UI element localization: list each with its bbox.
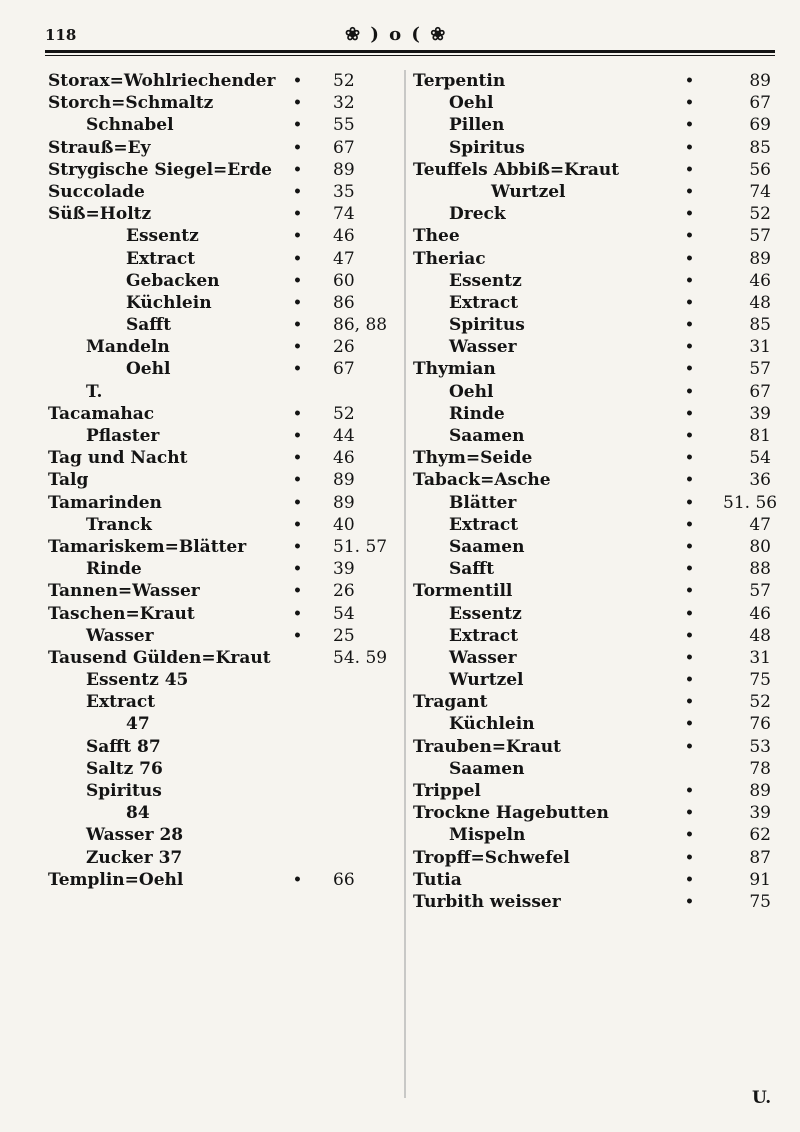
index-entry <box>413 314 771 336</box>
entry-term: Storch=Schmaltz <box>48 93 214 114</box>
page-reference: 39 <box>749 403 771 424</box>
page-reference: 57 <box>749 581 771 602</box>
leader-mark: • <box>685 805 694 822</box>
index-entry <box>413 114 771 136</box>
page-reference: 46 <box>749 270 771 291</box>
page-reference: 89 <box>749 781 771 801</box>
entry-term: Oehl <box>449 93 494 114</box>
index-entry <box>48 580 398 602</box>
entry-term: Safft 87 <box>86 736 161 757</box>
leader-mark: • <box>293 871 302 888</box>
entry-term: Tutia <box>413 869 462 890</box>
page-reference: 78 <box>749 758 771 779</box>
entry-term: Wasser <box>86 625 154 646</box>
index-entry <box>413 137 771 159</box>
entry-term: Trauben=Kraut <box>413 736 562 757</box>
page-reference: 66 <box>333 869 355 890</box>
page-reference: 80 <box>749 536 771 557</box>
entry-term: Turbith weisser <box>413 891 561 912</box>
entry-term: Trippel <box>413 781 481 801</box>
entry-term: Tausend Gülden=Kraut <box>48 647 271 668</box>
leader-mark: • <box>685 73 694 89</box>
leader-mark: • <box>685 450 694 467</box>
entry-term: Mispeln <box>449 825 526 846</box>
entry-term: Essentz 45 <box>86 670 189 691</box>
index-entry <box>48 869 398 891</box>
leader-mark: • <box>685 405 694 422</box>
index-entry <box>48 137 398 159</box>
page-reference: 51. 57 <box>333 536 388 557</box>
entry-term: Rinde <box>449 403 505 424</box>
entry-term: Tranck <box>86 514 152 535</box>
entry-term: Oehl <box>449 381 494 402</box>
page-reference: 35 <box>333 181 355 202</box>
page-reference: 85 <box>749 137 771 158</box>
page-reference: 67 <box>333 137 355 158</box>
leader-mark: • <box>685 627 694 644</box>
entry-term: Tag und Nacht <box>48 448 188 469</box>
leader-mark: • <box>293 317 302 334</box>
entry-term: Saamen <box>449 426 525 446</box>
page-reference: 74 <box>749 181 771 202</box>
page-reference: 87 <box>749 847 771 868</box>
index-entry <box>48 70 398 92</box>
entry-term: Succolade <box>48 181 145 202</box>
entry-term: Oehl <box>126 359 171 380</box>
page-reference: 53 <box>749 736 771 757</box>
entry-term: Essentz <box>449 270 522 291</box>
index-entry <box>48 181 398 203</box>
index-entry <box>48 802 398 824</box>
index-entry <box>413 381 771 403</box>
entry-term: Tragant <box>413 692 488 713</box>
entry-term: Gebacken <box>126 270 220 291</box>
index-entry <box>48 425 398 447</box>
index-entry <box>413 292 771 314</box>
index-entry <box>48 625 398 647</box>
entry-term: Pillen <box>449 115 505 136</box>
leader-mark: • <box>293 250 302 267</box>
index-entry <box>413 403 771 425</box>
entry-term: Thymian <box>413 359 496 380</box>
page-reference: 31 <box>749 337 771 358</box>
page-reference: 57 <box>749 226 771 247</box>
index-entry <box>413 225 771 247</box>
leader-mark: • <box>293 583 302 600</box>
page-reference: 44 <box>333 426 355 446</box>
page-reference: 32 <box>333 93 355 114</box>
leader-mark: • <box>685 672 694 689</box>
index-entry <box>413 248 771 270</box>
index-entry <box>413 780 771 802</box>
index-column-left <box>48 70 398 891</box>
index-entry <box>48 203 398 225</box>
page-reference: 52 <box>333 403 355 424</box>
leader-mark: • <box>685 827 694 844</box>
page-reference: 67 <box>749 93 771 114</box>
entry-term: 47 <box>126 714 150 735</box>
leader-mark: • <box>685 250 694 267</box>
entry-term: Tannen=Wasser <box>48 581 200 602</box>
entry-term: Wurtzel <box>491 181 566 202</box>
index-entry <box>48 469 398 491</box>
entry-term: Wurtzel <box>449 670 524 691</box>
leader-mark: • <box>293 117 302 134</box>
page-reference: 51. 56 <box>723 492 778 513</box>
leader-mark: • <box>293 206 302 223</box>
index-entry <box>48 492 398 514</box>
page-reference: 26 <box>333 337 355 358</box>
index-entry <box>413 647 771 669</box>
header-ornament: ❀ ) o ( ❀ <box>345 24 448 45</box>
entry-term: Theriac <box>413 248 486 269</box>
page-reference: 56 <box>749 159 771 180</box>
page-reference: 48 <box>749 292 771 313</box>
leader-mark: • <box>685 272 694 289</box>
leader-mark: • <box>685 117 694 134</box>
header-rule <box>45 50 775 53</box>
entry-term: Tamarinden <box>48 492 162 513</box>
catchword: U. <box>752 1088 772 1108</box>
index-entry <box>413 469 771 491</box>
page-reference: 88 <box>749 559 771 580</box>
index-entry <box>413 336 771 358</box>
page-reference: 52 <box>333 71 355 91</box>
entry-term: Storax=Wohlriechender <box>48 71 276 91</box>
leader-mark: • <box>293 405 302 422</box>
leader-mark: • <box>293 294 302 311</box>
entry-term: Safft <box>449 559 495 580</box>
index-entry <box>48 847 398 869</box>
index-entry <box>413 425 771 447</box>
index-entry <box>48 780 398 802</box>
index-entry <box>413 558 771 580</box>
leader-mark: • <box>293 228 302 245</box>
page-reference: 54 <box>333 603 355 624</box>
entry-term: Pflaster <box>86 426 160 446</box>
index-entry <box>48 514 398 536</box>
page-reference: 36 <box>749 470 771 491</box>
entry-term: Rinde <box>86 559 142 580</box>
index-entry <box>48 92 398 114</box>
entry-term: Saamen <box>449 758 525 779</box>
index-entry <box>413 580 771 602</box>
leader-mark: • <box>293 95 302 112</box>
leader-mark: • <box>685 428 694 444</box>
page-reference: 74 <box>333 204 355 225</box>
entry-term: Extract <box>449 514 519 535</box>
leader-mark: • <box>293 516 302 533</box>
page-reference: 60 <box>333 270 355 291</box>
leader-mark: • <box>685 139 694 156</box>
entry-term: Zucker 37 <box>86 847 183 868</box>
leader-mark: • <box>685 605 694 622</box>
entry-term: Trockne Hagebutten <box>413 803 609 824</box>
entry-term: Wasser <box>449 337 517 358</box>
index-entry <box>413 92 771 114</box>
entry-term: Essentz <box>449 603 522 624</box>
entry-term: Tropff=Schwefel <box>413 847 570 868</box>
entry-term: Terpentin <box>413 71 506 91</box>
page-reference: 67 <box>749 381 771 402</box>
leader-mark: • <box>685 161 694 178</box>
index-entry <box>48 669 398 691</box>
entry-term: Extract <box>86 692 156 713</box>
page-reference: 76 <box>749 714 771 735</box>
index-entry <box>48 647 398 669</box>
entry-term: Taschen=Kraut <box>48 603 195 624</box>
index-entry <box>48 270 398 292</box>
index-entry <box>48 824 398 846</box>
page-reference: 46 <box>333 226 355 247</box>
entry-term: Strygische Siegel=Erde <box>48 159 272 180</box>
page-reference: 39 <box>749 803 771 824</box>
entry-term: Dreck <box>449 204 506 225</box>
leader-mark: • <box>685 871 694 888</box>
leader-mark: • <box>293 561 302 578</box>
leader-mark: • <box>685 694 694 711</box>
page-reference: 89 <box>749 71 771 91</box>
entry-term: Taback=Asche <box>413 470 551 491</box>
index-entry <box>413 270 771 292</box>
entry-term: Spiritus <box>86 781 162 801</box>
index-entry <box>48 403 398 425</box>
index-entry <box>413 536 771 558</box>
leader-mark: • <box>293 538 302 555</box>
index-entry <box>413 447 771 469</box>
index-entry <box>413 492 778 514</box>
entry-term: Extract <box>126 248 196 269</box>
entry-term: Extract <box>449 625 519 646</box>
index-entry <box>48 758 398 780</box>
index-entry <box>413 514 771 536</box>
index-entry <box>413 802 771 824</box>
entry-term: Extract <box>449 292 519 313</box>
entry-term: Blätter <box>449 492 517 513</box>
page-reference: 86, 88 <box>333 315 388 336</box>
page-reference: 69 <box>749 115 771 136</box>
page-reference: 55 <box>333 115 355 136</box>
index-entry <box>48 314 398 336</box>
index-entry <box>413 758 771 780</box>
leader-mark: • <box>293 627 302 644</box>
entry-term: T. <box>86 381 103 402</box>
page-reference: 47 <box>749 514 771 535</box>
entry-term: Tacamahac <box>48 403 155 424</box>
leader-mark: • <box>685 716 694 733</box>
index-entry <box>413 181 771 203</box>
page-reference: 75 <box>749 891 771 912</box>
leader-mark: • <box>293 339 302 356</box>
index-entry <box>48 603 398 625</box>
index-entry <box>48 447 398 469</box>
leader-mark: • <box>293 161 302 178</box>
leader-mark: • <box>293 73 302 89</box>
entry-term: Essentz <box>126 226 199 247</box>
index-entry <box>48 736 398 758</box>
index-entry <box>48 358 398 380</box>
leader-mark: • <box>293 361 302 378</box>
entry-term: Strauß=Ey <box>48 137 151 158</box>
index-entry <box>48 691 398 713</box>
leader-mark: • <box>685 383 694 400</box>
index-entry <box>48 248 398 270</box>
page-reference: 54 <box>749 448 771 469</box>
column-divider <box>404 70 406 1098</box>
page-reference: 91 <box>749 869 771 890</box>
index-entry <box>413 847 771 869</box>
entry-term: Saamen <box>449 536 525 557</box>
page-reference: 52 <box>749 204 771 225</box>
leader-mark: • <box>685 583 694 600</box>
page-reference: 31 <box>749 647 771 668</box>
leader-mark: • <box>293 272 302 289</box>
page-reference: 40 <box>333 514 355 535</box>
entry-term: 84 <box>126 803 150 824</box>
leader-mark: • <box>293 494 302 511</box>
entry-term: Wasser 28 <box>86 825 184 846</box>
page-reference: 89 <box>749 248 771 269</box>
page-reference: 89 <box>333 470 355 491</box>
entry-term: Spiritus <box>449 315 525 336</box>
leader-mark: • <box>685 849 694 866</box>
page-reference: 25 <box>333 625 355 646</box>
index-column-right <box>413 70 778 913</box>
page-reference: 39 <box>333 559 355 580</box>
leader-mark: • <box>685 516 694 533</box>
leader-mark: • <box>685 95 694 112</box>
entry-term: Saltz 76 <box>86 758 163 779</box>
index-entry <box>413 625 771 647</box>
leader-mark: • <box>685 228 694 245</box>
index-entry <box>413 603 771 625</box>
entry-term: Küchlein <box>449 714 535 735</box>
page-reference: 54. 59 <box>333 647 388 668</box>
leader-mark: • <box>685 339 694 356</box>
leader-mark: • <box>685 561 694 578</box>
page-reference: 47 <box>333 248 355 269</box>
leader-mark: • <box>685 361 694 378</box>
entry-term: Mandeln <box>86 337 170 358</box>
page-reference: 57 <box>749 359 771 380</box>
index-entry <box>413 691 771 713</box>
page-reference: 85 <box>749 315 771 336</box>
leader-mark: • <box>685 738 694 755</box>
index-entry <box>413 358 771 380</box>
leader-mark: • <box>685 538 694 555</box>
index-entry <box>413 869 771 891</box>
page-number: 118 <box>45 26 77 44</box>
index-entry <box>413 736 771 758</box>
entry-term: Safft <box>126 315 172 336</box>
page-reference: 75 <box>749 670 771 691</box>
page-reference: 26 <box>333 581 355 602</box>
index-entry <box>413 891 771 913</box>
entry-term: Wasser <box>449 647 517 668</box>
index-entry <box>413 70 771 92</box>
entry-term: Tormentill <box>413 581 513 602</box>
leader-mark: • <box>293 183 302 200</box>
index-entry <box>48 292 398 314</box>
page-reference: 67 <box>333 359 355 380</box>
entry-term: Schnabel <box>86 115 174 136</box>
leader-mark: • <box>685 472 694 489</box>
index-entry <box>413 159 771 181</box>
page-reference: 86 <box>333 292 355 313</box>
entry-term: Tamariskem=Blätter <box>48 536 247 557</box>
index-entry <box>413 824 771 846</box>
index-entry <box>413 669 771 691</box>
leader-mark: • <box>293 139 302 156</box>
leader-mark: • <box>685 649 694 666</box>
entry-term: Spiritus <box>449 137 525 158</box>
index-entry <box>48 159 398 181</box>
page-reference: 81 <box>749 426 771 446</box>
page-reference: 89 <box>333 159 355 180</box>
leader-mark: • <box>685 783 694 799</box>
header-rule-thin <box>45 55 775 56</box>
page-reference: 52 <box>749 692 771 713</box>
leader-mark: • <box>685 893 694 910</box>
entry-term: Küchlein <box>126 292 212 313</box>
leader-mark: • <box>685 183 694 200</box>
index-entry <box>48 225 398 247</box>
entry-term: Thym=Seide <box>413 448 533 469</box>
leader-mark: • <box>685 317 694 334</box>
page-reference: 46 <box>333 448 355 469</box>
index-entry <box>413 203 771 225</box>
index-entry <box>48 713 398 735</box>
leader-mark: • <box>293 428 302 444</box>
leader-mark: • <box>685 494 694 511</box>
leader-mark: • <box>293 450 302 467</box>
entry-term: Teuffels Abbiß=Kraut <box>413 159 620 180</box>
index-entry <box>48 336 398 358</box>
page-header <box>45 24 775 64</box>
entry-term: Templin=Oehl <box>48 869 184 890</box>
entry-term: Thee <box>413 226 460 247</box>
leader-mark: • <box>293 472 302 489</box>
index-entry <box>48 558 398 580</box>
index-entry <box>48 381 398 403</box>
leader-mark: • <box>685 206 694 223</box>
page-reference: 89 <box>333 492 355 513</box>
leader-mark: • <box>293 605 302 622</box>
page-reference: 48 <box>749 625 771 646</box>
entry-term: Süß=Holtz <box>48 204 152 225</box>
index-entry <box>48 114 398 136</box>
index-entry <box>48 536 398 558</box>
page-reference: 46 <box>749 603 771 624</box>
page-reference: 62 <box>749 825 771 846</box>
leader-mark: • <box>685 294 694 311</box>
index-entry <box>413 713 771 735</box>
entry-term: Talg <box>48 470 89 491</box>
